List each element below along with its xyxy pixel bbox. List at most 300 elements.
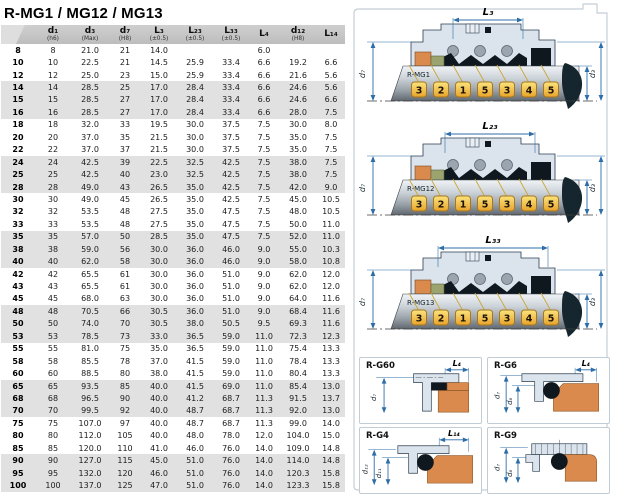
table-cell: 109.0 [286,443,310,453]
table-cell: 62.0 [289,282,307,292]
table-cell: 59.0 [81,244,99,254]
table-cell: 6.6 [324,95,338,105]
table-cell: 90 [119,393,131,403]
table-cell: 5.6 [324,70,338,80]
table-cell: 42.5 [81,170,99,180]
table-cell: 24.6 [289,83,307,93]
table-row [1,206,345,218]
row-label: 20 [12,132,24,142]
table-cell: 115 [117,456,133,466]
table-cell: 9.0 [257,257,271,267]
svg-text:5: 5 [481,313,489,325]
table-cell: 11.0 [255,331,273,341]
table-cell: 32.5 [186,170,204,180]
table-cell: 95 [47,468,59,478]
table-cell: 38.0 [289,170,307,180]
table-cell: 22.5 [81,58,99,68]
table-cell: 35.0 [289,145,307,155]
table-cell: 120.3 [286,468,310,478]
svg-text:1: 1 [459,199,467,211]
column-header: L₃₃ (±0.5) [221,25,241,42]
table-cell: 68 [47,393,59,403]
table-cell: 99.0 [289,418,307,428]
table-cell: 7.5 [324,145,338,155]
table-cell: 91.5 [289,393,307,403]
table-cell: 68.7 [222,418,240,428]
table-row [1,119,345,131]
table-cell: 14 [47,83,59,93]
row-label: 50 [12,319,24,329]
table-cell: 14.0 [255,481,273,491]
table-cell: 41.5 [186,381,204,391]
table-cell: 7.5 [324,157,338,167]
table-cell: 21.5 [150,132,168,142]
table-cell: 32.5 [186,157,204,167]
table-cell: 49.0 [81,182,99,192]
table-cell: 48.7 [186,406,204,416]
table-cell: 20 [47,132,59,142]
table-cell: 26.5 [150,182,168,192]
table-cell: 15.0 [322,431,340,441]
table-cell: 65.5 [81,282,99,292]
table-cell: 6.0 [257,45,271,55]
model-label: R-MG1 [407,71,431,79]
table-cell: 15 [47,95,59,105]
table-cell: 15.8 [322,468,340,478]
table-row [1,218,345,230]
row-label: 48 [12,306,24,316]
svg-text:5: 5 [547,85,555,97]
row-label: 16 [12,107,24,117]
table-cell: 22 [47,145,59,155]
table-cell: 15.0 [150,70,168,80]
table-cell: 40.0 [150,431,168,441]
table-cell: 33.4 [222,83,240,93]
table-cell: 127.0 [78,456,102,466]
table-cell: 41.5 [186,356,204,366]
table-cell: 7.5 [257,219,271,229]
table-cell: 38.0 [150,369,168,379]
seat [531,162,551,180]
table-cell: 55 [47,344,59,354]
table-cell: 59.0 [222,356,240,366]
svg-text:3: 3 [503,313,511,325]
table-cell: 6.6 [257,83,271,93]
table-cell: 50 [119,232,131,242]
table-cell: 28.5 [150,232,168,242]
table-cell: 19.2 [289,58,307,68]
dim-label: d₁ [573,194,582,204]
row-label: 38 [12,244,24,254]
table-cell: 58 [47,356,59,366]
table-cell: 30 [47,194,59,204]
table-cell: 92.0 [289,406,307,416]
table-cell: 69.3 [289,319,307,329]
table-cell: 7.5 [324,107,338,117]
dim-label: d₃ [588,297,597,307]
table-cell: 40.0 [150,406,168,416]
dim-label: d₆ [506,397,515,405]
row-label: 35 [12,232,24,242]
table-cell: 30.0 [150,294,168,304]
table-cell: 12.0 [322,282,340,292]
column-header: L₁₄ [324,28,338,39]
row-label: 53 [12,331,24,341]
table-cell: 26.5 [150,194,168,204]
svg-text:2: 2 [437,313,445,325]
table-cell: 11.3 [255,418,273,428]
table-cell: 112.0 [78,431,102,441]
svg-text:L₄: L₄ [452,358,462,368]
table-cell: 11.0 [255,356,273,366]
table-cell: 28.4 [186,83,204,93]
table-cell: 28.4 [186,107,204,117]
table-cell: 11.6 [322,319,340,329]
table-cell: 46.0 [186,443,204,453]
table-cell: 9.0 [257,269,271,279]
table-cell: 37.0 [81,145,99,155]
table-row [1,268,345,280]
seat [447,383,469,391]
row-label: 22 [12,145,24,155]
svg-text:L₁₄: L₁₄ [448,428,460,438]
table-cell: 12 [47,70,59,80]
table-cell: 30.5 [150,319,168,329]
table-cell: 17.0 [150,83,168,93]
table-cell: 38.0 [289,157,307,167]
seat [531,48,551,66]
table-cell: 6.6 [257,58,271,68]
table-cell: 53.5 [81,219,99,229]
collar [415,52,431,66]
table-cell: 33.4 [222,70,240,80]
table-row [1,255,345,267]
table-cell: 36.0 [186,257,204,267]
column-header: L₄ [259,28,269,39]
table-row [1,181,345,193]
o-ring [417,454,434,471]
table-cell: 85.5 [81,356,99,366]
table-cell: 40.0 [150,381,168,391]
table-cell: 22.5 [150,157,168,167]
table-row [1,479,345,491]
table-cell: 7.5 [324,132,338,142]
dim-label: d₁ [573,308,582,318]
table-cell: 11.0 [255,344,273,354]
table-row [1,106,345,118]
table-cell: 7.5 [257,170,271,180]
table-header-row [1,25,345,44]
table-cell: 43 [47,282,59,292]
dim-label: d₇ [493,391,502,399]
diagram-panel [347,0,617,500]
table-cell: 11.0 [255,381,273,391]
table-cell: 42.5 [222,170,240,180]
table-cell: 25.0 [81,70,99,80]
table-cell: 70 [119,319,131,329]
table-cell: 37 [119,145,131,155]
table-row [1,156,345,168]
table-cell: 42.5 [222,157,240,167]
row-label: 100 [9,481,27,491]
table-cell: 30.0 [150,282,168,292]
table-cell: 6.6 [257,107,271,117]
table-cell: 55.0 [289,244,307,254]
table-cell: 27 [119,95,131,105]
table-cell: 33 [47,219,59,229]
table-cell: 13.3 [322,356,340,366]
row-label: 10 [12,58,24,68]
seat [565,455,597,482]
svg-text:5: 5 [547,313,555,325]
table-cell: 74.0 [81,319,99,329]
spring [502,274,513,285]
seat-panel-r-g6 [487,357,610,424]
svg-text:3: 3 [415,199,423,211]
table-cell: 48 [47,306,59,316]
table-cell: 48.0 [186,431,204,441]
table-cell: 37.0 [150,356,168,366]
table-cell: 47.5 [222,207,240,217]
svg-text:5: 5 [547,199,555,211]
table-cell: 76.0 [222,481,240,491]
table-cell: 80 [119,369,131,379]
table-row [1,131,345,143]
table-cell: 14.0 [255,443,273,453]
table-cell: 85.4 [289,381,307,391]
table-row [1,44,345,56]
table-cell: 40.0 [150,393,168,403]
dim-label: d₇ [358,69,367,79]
table-cell: 76.0 [222,443,240,453]
table-cell: 8 [50,45,56,55]
table-cell: 14.0 [255,468,273,478]
table-cell: 36.0 [186,282,204,292]
table-cell: 10.5 [322,207,340,217]
table-cell: 50 [47,319,59,329]
dim-label-top: L₂₃ [482,121,498,132]
table-cell: 30.0 [150,257,168,267]
table-cell: 14.8 [322,456,340,466]
table-cell: 51.0 [186,468,204,478]
table-cell: 14.0 [150,45,168,55]
row-label: 15 [12,95,24,105]
table-cell: 8.0 [324,120,338,130]
table-cell: 36.0 [186,244,204,254]
table-cell: 14.5 [150,58,168,68]
table-row [1,467,345,479]
table-cell: 13.0 [322,406,340,416]
table-cell: 35.0 [186,207,204,217]
svg-text:4: 4 [525,313,533,325]
table-cell: 53 [47,331,59,341]
seat [427,456,472,484]
table-cell: 9.5 [257,319,271,329]
svg-text:3: 3 [503,85,511,97]
table-cell: 60 [47,369,59,379]
table-cell: 39 [119,157,131,167]
row-label: 12 [12,70,24,80]
table-row [1,454,345,466]
table-cell: 100 [45,481,61,491]
table-cell: 30.0 [186,120,204,130]
table-cell: 59.0 [222,369,240,379]
table-row [1,94,345,106]
panel-label: R-G6 [494,361,517,371]
table-cell: 21 [119,45,131,55]
column-header: d₁ (h6) [47,25,59,42]
table-cell: 6.6 [257,95,271,105]
table-cell: 63 [119,294,131,304]
table-row [1,193,345,205]
table-cell: 33.4 [222,58,240,68]
table-row [1,417,345,429]
table-row [1,69,345,81]
table-cell: 53.5 [81,207,99,217]
svg-text:5: 5 [481,85,489,97]
seat [531,276,551,294]
table-row [1,380,345,392]
table-cell: 41.2 [186,393,204,403]
table-cell: 76.0 [222,468,240,478]
table-cell: 36.5 [186,331,204,341]
table-cell: 12.3 [322,331,340,341]
table-cell: 38 [47,244,59,254]
row-label: 24 [12,157,24,167]
table-cell: 30.0 [150,244,168,254]
table-cell: 30.0 [150,269,168,279]
table-cell: 28.5 [81,95,99,105]
table-cell: 48.7 [186,418,204,428]
collar [415,280,431,294]
row-label: 95 [12,468,24,478]
table-cell: 27.5 [150,219,168,229]
table-row [1,81,345,93]
table-cell: 27 [119,107,131,117]
table-row [1,280,345,292]
spring [502,160,513,171]
row-label: 14 [12,83,24,93]
table-cell: 47.5 [222,219,240,229]
table-cell: 7.5 [257,194,271,204]
table-cell: 62.0 [81,257,99,267]
row-label: 28 [12,182,24,192]
table-cell: 75.4 [289,344,307,354]
table-cell: 36.0 [186,269,204,279]
table-cell: 7.5 [257,145,271,155]
row-label: 65 [12,381,24,391]
table-cell: 24 [47,157,59,167]
table-cell: 96.5 [81,393,99,403]
table-cell: 25 [119,83,131,93]
table-cell: 12.0 [255,431,273,441]
table-cell: 49.0 [81,194,99,204]
table-cell: 68.7 [222,393,240,403]
svg-text:1: 1 [459,313,467,325]
table-cell: 99.5 [81,406,99,416]
dim-label: d₇ [358,297,367,307]
table-cell: 41.5 [186,369,204,379]
table-row [1,343,345,355]
table-cell: 50.5 [222,319,240,329]
table-cell: 37.5 [222,120,240,130]
table-row [1,405,345,417]
table-row [1,330,345,342]
table-cell: 72.3 [289,331,307,341]
row-label: 30 [12,194,24,204]
table-cell: 23 [119,70,131,80]
column-header: d₇ (H8) [118,25,132,42]
dim-label: d₁₁ [375,468,384,479]
table-row [1,392,345,404]
table-cell: 11.0 [322,219,340,229]
table-cell: 75 [47,418,59,428]
table-cell: 85 [47,443,59,453]
table-cell: 28.5 [81,83,99,93]
spring [475,160,486,171]
table-cell: 33.4 [222,107,240,117]
table-cell: 14.0 [322,418,340,428]
table-cell: 13.3 [322,369,340,379]
table-cell: 10.3 [322,244,340,254]
table-cell: 43 [119,182,131,192]
table-cell: 6.6 [324,58,338,68]
seat-panel-r-g9 [487,427,610,494]
table-cell: 37.5 [222,132,240,142]
spring [475,46,486,57]
table-cell: 11.0 [322,232,340,242]
row-label: 68 [12,393,24,403]
table-cell: 42.5 [222,194,240,204]
page-title: R-MG1 / MG12 / MG13 [4,5,163,22]
column-header: L₃ (±0.5) [149,25,169,42]
table-row [1,144,345,156]
table-cell: 33.4 [222,95,240,105]
o-ring [543,382,560,399]
table-cell: 68.7 [222,406,240,416]
table-cell: 13.3 [322,344,340,354]
dim-label: d₃ [588,69,597,79]
table-cell: 35.0 [186,194,204,204]
row-label: 60 [12,369,24,379]
column-header [1,25,35,44]
table-cell: 7.5 [257,120,271,130]
table-cell: 137.0 [78,481,102,491]
dim-label-top: L₃₃ [485,235,501,246]
dim-label: d₁ [573,80,582,90]
dim-label: d₇ [370,393,379,401]
table-cell: 23.0 [150,170,168,180]
table-cell: 9.0 [257,306,271,316]
row-label: 42 [12,269,24,279]
table-cell: 18 [47,120,59,130]
table-cell: 68.4 [289,306,307,316]
table-cell: 75 [119,344,131,354]
retainer [431,56,444,66]
table-cell: 36.0 [186,306,204,316]
table-cell: 11.3 [255,406,273,416]
seal-diagram-r-mg13 [353,234,609,344]
table-cell: 40 [47,257,59,267]
table-cell: 21.0 [81,45,99,55]
table-cell: 47.5 [222,232,240,242]
table-cell: 57.0 [81,232,99,242]
table-cell: 11.0 [255,369,273,379]
table-row [1,318,345,330]
table-cell: 12.0 [322,269,340,279]
table-cell: 7.5 [257,232,271,242]
table-cell: 10.8 [322,257,340,267]
